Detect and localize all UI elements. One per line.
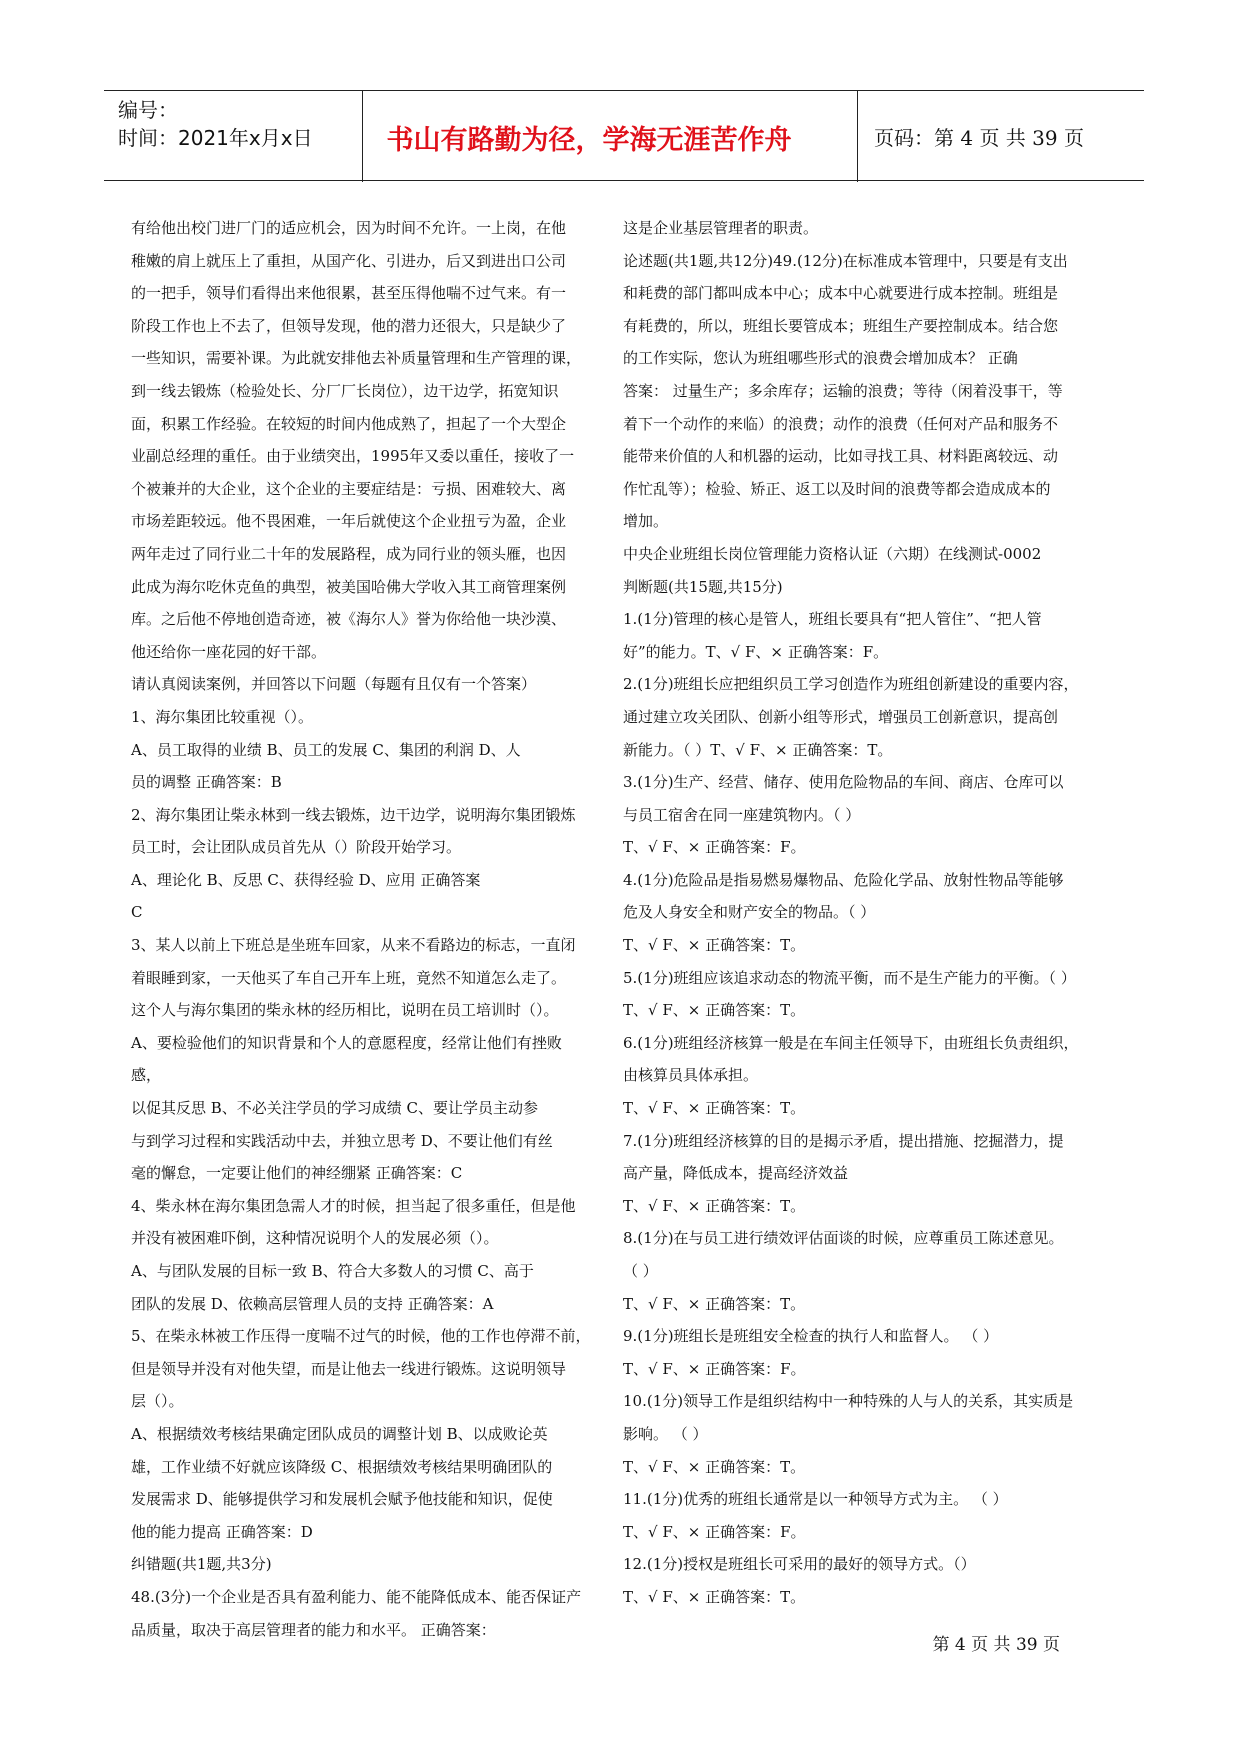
text-line: 员的调整 正确答案：B — [131, 773, 282, 792]
text-line: 2、海尔集团让柴永林到一线去锻炼，边干边学，说明海尔集团锻炼 — [131, 805, 576, 824]
header-top-rule — [104, 90, 1144, 91]
text-line: 增加。 — [623, 512, 669, 531]
text-line: 1.(1分)管理的核心是管人，班组长要具有“把人管住”、“把人管 — [623, 610, 1042, 629]
header-motto: 书山有路勤为径，学海无涯苦作舟 — [386, 125, 792, 156]
document-time-label: 时间：2021年x月x日 — [118, 126, 313, 150]
text-line: T、√ F、× 正确答案：F。 — [623, 838, 806, 857]
text-line: 请认真阅读案例，并回答以下问题（每题有且仅有一个答案） — [131, 675, 537, 694]
text-line: 通过建立攻关团队、创新小组等形式，增强员工创新意识，提高创 — [623, 707, 1059, 726]
text-line: 面，积累工作经验。在较短的时间内他成熟了，担起了一个大型企 — [131, 414, 567, 433]
text-line: 5、在柴永林被工作压得一度喘不过气的时候，他的工作也停滞不前， — [131, 1327, 591, 1346]
text-line: 的一把手，领导们看得出来他很累，甚至压得他喘不过气来。有一 — [131, 284, 567, 303]
text-line: 但是领导并没有对他失望，而是让他去一线进行锻炼。这说明领导 — [131, 1359, 567, 1378]
text-line: 影响。 （ ） — [623, 1424, 708, 1443]
text-line: 5.(1分)班组应该追求动态的物流平衡，而不是生产能力的平衡。（ ） — [623, 968, 1076, 987]
text-line: 4、柴永林在海尔集团急需人才的时候，担当起了很多重任，但是他 — [131, 1196, 576, 1215]
text-line: A、理论化 B、反思 C、获得经验 D、应用 正确答案 — [131, 870, 481, 889]
text-line: 有给他出校门进厂门的适应机会，因为时间不允许。一上岗，在他 — [131, 219, 567, 237]
text-line: 员工时，会让团队成员首先从（）阶段开始学习。 — [131, 838, 462, 857]
header-meta — [118, 96, 313, 152]
right-text-column — [623, 212, 1083, 1614]
left-text-column — [131, 212, 591, 1646]
text-line: 3.(1分)生产、经营、储存、使用危险物品的车间、商店、仓库可以 — [623, 773, 1064, 792]
text-line: 两年走过了同行业二十年的发展路程，成为同行业的领头雁，也因 — [131, 544, 567, 563]
text-line: A、与团队发展的目标一致 B、符合大多数人的习惯 C、高于 — [131, 1262, 534, 1280]
text-line: A、员工取得的业绩 B、员工的发展 C、集团的利润 D、人 — [131, 740, 521, 759]
text-line: 业副总经理的重任。由于业绩突出，1995年又委以重任，接收了一 — [131, 447, 575, 466]
text-line: 48.(3分)一个企业是否具有盈利能力、能不能降低成本、能否保证产 — [131, 1587, 582, 1606]
text-line: 品质量，取决于高层管理者的能力和水平。 正确答案： — [131, 1620, 496, 1639]
text-line: 的工作实际，您认为班组哪些形式的浪费会增加成本？ 正确 — [623, 349, 1018, 368]
text-line: 以促其反思 B、不必关注学员的学习成绩 C、要让学员主动参 — [131, 1099, 539, 1118]
text-line: 作忙乱等）；检验、矫正、返工以及时间的浪费等都会造成成本的 — [623, 479, 1051, 498]
text-line: A、根据绩效考核结果确定团队成员的调整计划 B、以成败论英 — [131, 1424, 548, 1443]
text-line: 一些知识，需要补课。为此就安排他去补质量管理和生产管理的课， — [131, 349, 582, 368]
text-line: 此成为海尔吃休克鱼的典型，被美国哈佛大学收入其工商管理案例 — [131, 577, 567, 596]
text-line: T、√ F、× 正确答案：T。 — [623, 1196, 806, 1215]
text-line: 6.(1分)班组经济核算一般是在车间主任领导下，由班组长负责组织， — [623, 1033, 1079, 1052]
text-line: 能带来价值的人和机器的运动，比如寻找工具、材料距离较远、动 — [623, 447, 1059, 466]
text-line: 12.(1分)授权是班组长可采用的最好的领导方式。（） — [623, 1555, 976, 1574]
text-line: 2.(1分)班组长应把组织员工学习创造作为班组创新建设的重要内容， — [623, 675, 1079, 694]
text-line: T、√ F、× 正确答案：T。 — [623, 1001, 806, 1020]
text-line: 库。之后他不停地创造奇迹，被《海尔人》誉为你给他一块沙漠、 — [131, 610, 567, 629]
text-line: 稚嫩的肩上就压上了重担，从国产化、引进办，后又到进出口公司 — [131, 251, 567, 270]
text-line: 1、海尔集团比较重视（）。 — [131, 707, 314, 726]
text-line: 4.(1分)危险品是指易燃易爆物品、危险化学品、放射性物品等能够 — [623, 870, 1064, 889]
text-line: T、√ F、× 正确答案：T。 — [623, 1099, 806, 1118]
header-page-label: 页码：第 4 页 共 39 页 — [874, 126, 1084, 150]
text-line: 到一线去锻炼（检验处长、分厂厂长岗位），边干边学，拓宽知识 — [131, 381, 559, 400]
text-line: 判断题(共15题,共15分) — [623, 577, 783, 596]
text-line: 8.(1分)在与员工进行绩效评估面谈的时候，应尊重员工陈述意见。 — [623, 1229, 1064, 1248]
text-line: 雄，工作业绩不好就应该降级 C、根据绩效考核结果明确团队的 — [131, 1457, 553, 1476]
text-line: 发展需求 D、能够提供学习和发展机会赋予他技能和知识，促使 — [131, 1490, 553, 1509]
text-line: 中央企业班组长岗位管理能力资格认证（六期）在线测试-0002 — [623, 544, 1042, 563]
text-line: 高产量，降低成本，提高经济效益 — [623, 1164, 849, 1183]
text-line: 他的能力提高 正确答案：D — [131, 1522, 313, 1541]
text-line: 3、某人以前上下班总是坐班车回家，从来不看路边的标志，一直闭 — [131, 936, 576, 955]
text-line: A、要检验他们的知识背景和个人的意愿程度，经常让他们有挫败感， — [131, 1033, 562, 1085]
header-bottom-rule — [104, 180, 1144, 181]
page-header — [104, 90, 1144, 182]
text-line: 和耗费的部门都叫成本中心；成本中心就要进行成本控制。班组是 — [623, 284, 1059, 303]
text-line: 论述题(共1题,共12分)49.(12分)在标准成本管理中，只要是有支出 — [623, 251, 1068, 270]
text-line: 这是企业基层管理者的职责。 — [623, 219, 819, 237]
text-line: 9.(1分)班组长是班组安全检查的执行人和监督人。 （ ） — [623, 1327, 999, 1346]
text-line: 层（）。 — [131, 1392, 184, 1411]
text-line: 危及人身安全和财产安全的物品。（ ） — [623, 903, 876, 922]
text-line: 市场差距较远。他不畏困难，一年后就使这个企业扭亏为盈，企业 — [131, 512, 567, 531]
text-line: 并没有被困难吓倒，这种情况说明个人的发展必须（）。 — [131, 1229, 499, 1248]
text-line: T、√ F、× 正确答案：T。 — [623, 1457, 806, 1476]
text-line: 纠错题(共1题,共3分) — [131, 1555, 272, 1574]
text-line: 着下一个动作的来临）的浪费；动作的浪费（任何对产品和服务不 — [623, 414, 1059, 433]
text-line: 毫的懈怠，一定要让他们的神经绷紧 正确答案：C — [131, 1164, 463, 1183]
text-line: 与到学习过程和实践活动中去，并独立思考 D、不要让他们有丝 — [131, 1131, 553, 1150]
text-line: 团队的发展 D、依赖高层管理人员的支持 正确答案：A — [131, 1294, 494, 1313]
text-line: 阶段工作也上不去了，但领导发现，他的潜力还很大，只是缺少了 — [131, 316, 567, 335]
text-line: T、√ F、× 正确答案：T。 — [623, 936, 806, 955]
document-number-label: 编号： — [118, 98, 178, 122]
page-footer: 第 4 页 共 39 页 — [932, 1635, 1060, 1655]
text-line: 10.(1分)领导工作是组织结构中一种特殊的人与人的关系，其实质是 — [623, 1392, 1074, 1411]
text-line: 这个人与海尔集团的柴永林的经历相比，说明在员工培训时（）。 — [131, 1001, 559, 1020]
text-line: 着眼睡到家，一天他买了车自己开车上班，竟然不知道怎么走了。 — [131, 968, 567, 987]
text-line: 好”的能力。T、√ F、× 正确答案：F。 — [623, 642, 889, 661]
text-line: C — [131, 903, 143, 922]
text-line: 新能力。（ ）T、√ F、× 正确答案：T。 — [623, 740, 893, 759]
header-divider-right — [857, 90, 858, 182]
text-line: 有耗费的，所以，班组长要管成本；班组生产要控制成本。结合您 — [623, 316, 1059, 335]
text-line: T、√ F、× 正确答案：F。 — [623, 1522, 806, 1541]
text-line: 他还给你一座花园的好干部。 — [131, 642, 327, 661]
text-line: 11.(1分)优秀的班组长通常是以一种领导方式为主。 （ ） — [623, 1490, 1008, 1509]
text-line: 个被兼并的大企业，这个企业的主要症结是：亏损、困难较大、离 — [131, 479, 567, 498]
text-line: 与员工宿舍在同一座建筑物内。（ ） — [623, 805, 861, 824]
text-line: 答案： 过量生产；多余库存；运输的浪费；等待（闲着没事干，等 — [623, 381, 1063, 400]
text-line: T、√ F、× 正确答案：F。 — [623, 1359, 806, 1378]
text-line: T、√ F、× 正确答案：T。 — [623, 1587, 806, 1606]
text-line: 由核算员具体承担。 — [623, 1066, 759, 1085]
text-line: T、√ F、× 正确答案：T。 — [623, 1294, 806, 1313]
text-line: （ ） — [623, 1262, 658, 1280]
text-line: 7.(1分)班组经济核算的目的是揭示矛盾，提出措施、挖掘潜力，提 — [623, 1131, 1064, 1150]
